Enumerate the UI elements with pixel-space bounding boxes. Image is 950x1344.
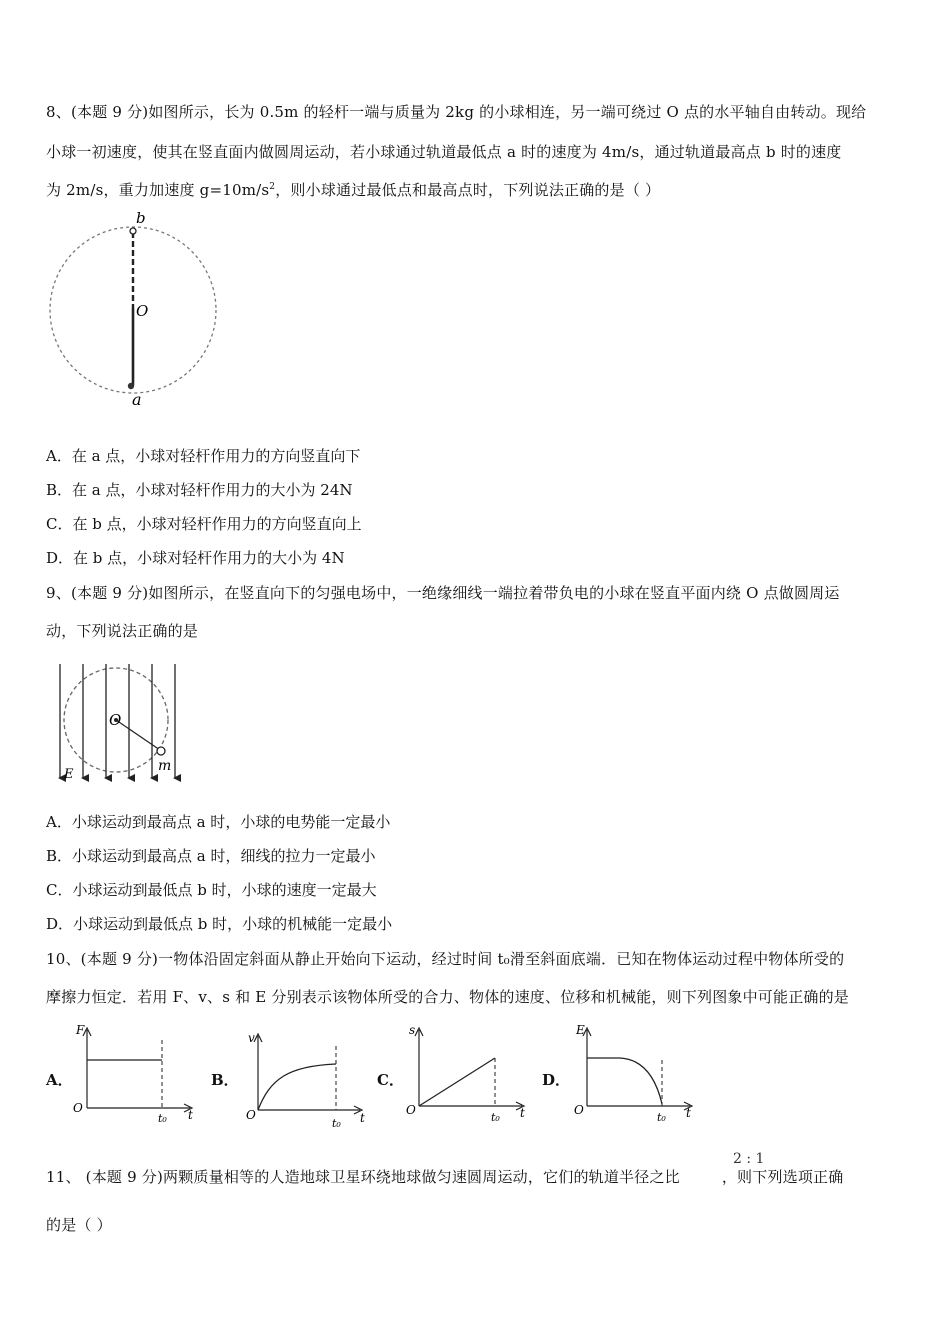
q8-stem-line-3a: 为 2m/s，重力加速度 g=10m/s bbox=[46, 181, 270, 199]
graph-c-ylabel: s bbox=[409, 1023, 416, 1037]
graph-b-xlabel: t bbox=[360, 1111, 365, 1125]
q8-ball-a bbox=[128, 383, 134, 389]
q10-option-b-label[interactable]: B． bbox=[211, 1071, 239, 1089]
q8-option-a[interactable]: A．在 a 点，小球对轻杆作用力的方向竖直向下 bbox=[46, 447, 361, 465]
graph-a-ylabel: F bbox=[76, 1023, 85, 1037]
q9-stem-line-2: 动，下列说法正确的是 bbox=[46, 622, 199, 640]
graph-d-t0: t₀ bbox=[657, 1111, 666, 1124]
q9-figure-electric-field bbox=[50, 660, 190, 788]
q11-stem-line-1b: ，则下列选项正确 bbox=[721, 1168, 844, 1186]
q9-ball bbox=[157, 747, 165, 755]
graph-d-curve bbox=[587, 1058, 662, 1104]
graph-b-ylabel: v bbox=[248, 1031, 255, 1045]
q10-option-a-label[interactable]: A． bbox=[46, 1071, 73, 1089]
q10-graph-c[interactable] bbox=[402, 1020, 532, 1130]
q10-option-d-label[interactable]: D． bbox=[542, 1071, 571, 1089]
q11-ratio: 2 : 1 bbox=[733, 1151, 765, 1167]
q8-label-o: O bbox=[136, 302, 149, 320]
q8-figure-circle-rod bbox=[40, 208, 230, 408]
q9-option-b[interactable]: B．小球运动到最高点 a 时，细线的拉力一定最小 bbox=[46, 847, 376, 865]
q8-point-b bbox=[130, 228, 136, 234]
graph-d-origin: O bbox=[574, 1103, 584, 1117]
q8-label-b: b bbox=[136, 209, 146, 227]
q9-thread bbox=[116, 720, 160, 750]
graph-b-curve bbox=[258, 1064, 336, 1110]
q10-graph-d[interactable] bbox=[570, 1020, 700, 1130]
q8-option-d[interactable]: D．在 b 点，小球对轻杆作用力的大小为 4N bbox=[46, 549, 345, 567]
q8-stem-line-1: 8、(本题 9 分)如图所示，长为 0.5m 的轻杆一端与质量为 2kg 的小球相连，另一端可绕过 O 点的水平轴自由转动。现给 bbox=[46, 103, 867, 121]
q10-stem-line-2: 摩擦力恒定．若用 F、v、s 和 E 分别表示该物体所受的合力、物体的速度、位移和机械能，则下列图象中可能正确的是 bbox=[46, 988, 850, 1006]
q10-graph-b[interactable] bbox=[238, 1024, 368, 1134]
q11-stem-line-1a: 11、 (本题 9 分)两颗质量相等的人造地球卫星环绕地球做匀速圆周运动，它们的轨道半径之比 bbox=[46, 1168, 680, 1186]
graph-c-xlabel: t bbox=[520, 1106, 525, 1120]
q9-label-o: O bbox=[109, 711, 122, 729]
graph-a-t0: t₀ bbox=[158, 1112, 167, 1125]
graph-c-origin: O bbox=[406, 1103, 416, 1117]
q9-option-c[interactable]: C．小球运动到最低点 b 时，小球的速度一定最大 bbox=[46, 881, 377, 899]
q8-label-a: a bbox=[132, 390, 142, 408]
q9-option-a[interactable]: A．小球运动到最高点 a 时，小球的电势能一定最小 bbox=[46, 813, 391, 831]
q9-stem-line-1: 9、(本题 9 分)如图所示，在竖直向下的匀强电场中，一绝缘细线一端拉着带负电的小球在竖直平面内绕 O 点做圆周运 bbox=[46, 584, 840, 602]
q10-option-c-label[interactable]: C． bbox=[377, 1071, 404, 1089]
q9-option-d[interactable]: D．小球运动到最低点 b 时，小球的机械能一定最小 bbox=[46, 915, 393, 933]
q10-graph-a[interactable] bbox=[70, 1020, 200, 1130]
graph-d-ylabel: E bbox=[576, 1023, 585, 1037]
graph-b-origin: O bbox=[246, 1108, 256, 1122]
graph-a-origin: O bbox=[73, 1101, 83, 1115]
graph-c-t0: t₀ bbox=[491, 1111, 500, 1124]
q8-option-b[interactable]: B．在 a 点，小球对轻杆作用力的大小为 24N bbox=[46, 481, 353, 499]
q10-stem-line-1: 10、(本题 9 分)一物体沿固定斜面从静止开始向下运动，经过时间 t₀滑至斜面底端．已知在物体运动过程中物体所受的 bbox=[46, 950, 845, 968]
graph-a-xlabel: t bbox=[188, 1108, 193, 1122]
graph-b-t0: t₀ bbox=[332, 1117, 341, 1130]
q11-stem-line-2: 的是（ ） bbox=[46, 1216, 112, 1234]
q9-label-e: E bbox=[64, 767, 74, 782]
graph-c-curve bbox=[419, 1058, 495, 1106]
q8-stem-sup: 2 bbox=[269, 182, 276, 192]
q8-stem-line-3 bbox=[46, 179, 660, 200]
q8-option-c[interactable]: C．在 b 点，小球对轻杆作用力的方向竖直向上 bbox=[46, 515, 362, 533]
q8-stem-line-3b: ，则小球通过最低点和最高点时，下列说法正确的是（ ） bbox=[275, 181, 661, 199]
graph-d-xlabel: t bbox=[686, 1106, 691, 1120]
q8-stem-line-2: 小球一初速度，使其在竖直面内做圆周运动，若小球通过轨道最低点 a 时的速度为 4m/s，通过轨道最高点 b 时的速度 bbox=[46, 143, 842, 161]
q9-label-m: m bbox=[158, 758, 172, 774]
q11-stem-line-1 bbox=[46, 1166, 843, 1187]
